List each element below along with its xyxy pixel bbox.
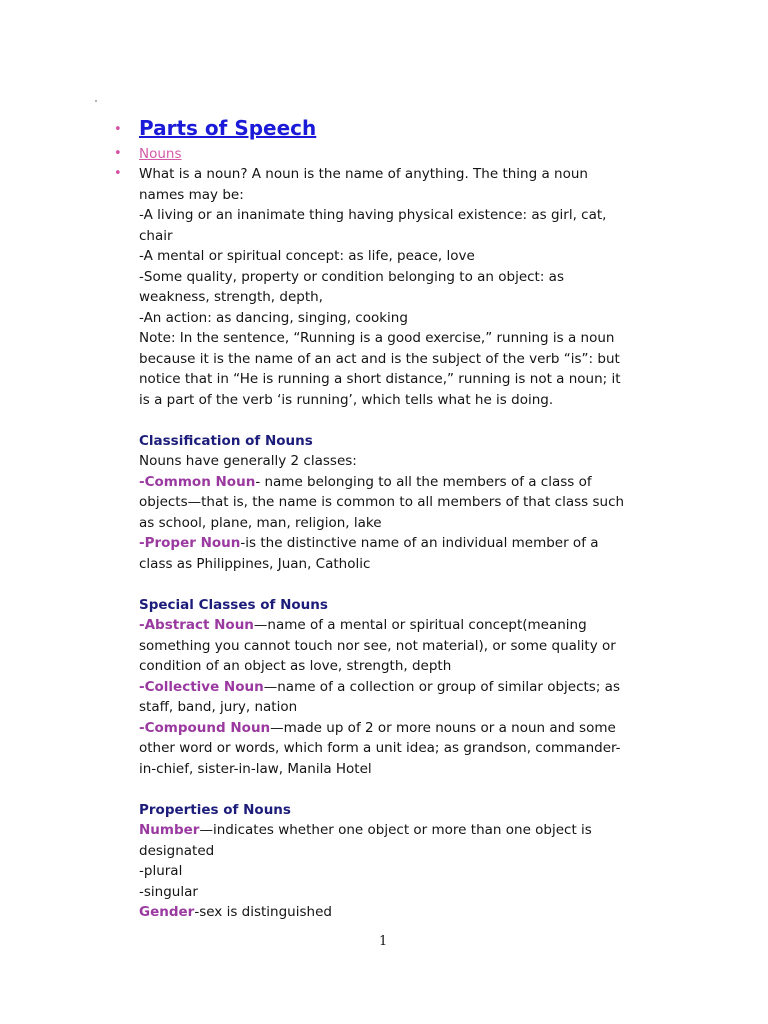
body-line: -A mental or spiritual concept: as life, peace, love: [139, 248, 475, 264]
classification-section: [139, 431, 679, 575]
term-common-noun: -Common Noun: [139, 473, 256, 490]
paragraph-gap: [139, 410, 679, 431]
body-line: -An action: as dancing, singing, cooking: [139, 309, 408, 326]
body-line: What is a noun? A noun is the name of anything. The thing a noun: [139, 166, 588, 182]
body-line: -plural: [139, 863, 183, 879]
definition-text: —name of a mental or spiritual concept(meaning: [253, 617, 587, 633]
body-line: as school, plane, man, religion, lake: [139, 514, 382, 531]
bullet-icon: •: [114, 122, 122, 137]
definition-text: -sex is distinguished: [194, 904, 332, 920]
bullet-icon: •: [114, 166, 122, 181]
definition-line: [139, 472, 679, 493]
body-line: notice that in “He is running a short distance,” running is not a noun; it: [139, 371, 621, 387]
paragraph-gap: [139, 779, 679, 800]
body-line: condition of an object as love, strength, depth: [139, 658, 452, 674]
properties-section: [139, 800, 679, 923]
term-abstract-noun: -Abstract Noun: [139, 617, 254, 633]
definition-line: [139, 902, 679, 923]
definition-line: [139, 820, 679, 841]
body-line: -A living or an inanimate thing having physical existence: as girl, cat,: [139, 207, 607, 223]
body-line: objects—that is, the name is common to all members of that class such: [139, 494, 625, 510]
page-title: Parts of Speech: [139, 116, 317, 140]
definition-line: [139, 718, 679, 739]
body-line: staff, band, jury, nation: [139, 699, 298, 715]
term-gender: Gender: [139, 904, 195, 920]
body-line: is a part of the verb ‘is running’, which tells what he is doing.: [139, 391, 554, 408]
definition-text: —name of a collection or group of similar objects; as: [263, 678, 620, 695]
term-number: Number: [139, 822, 200, 838]
intro-paragraph: [139, 164, 679, 410]
term-proper-noun: -Proper Noun: [139, 535, 241, 551]
body-line: other word or words, which form a unit idea; as grandson, commander-: [139, 740, 621, 756]
body-line: Nouns have generally 2 classes:: [139, 453, 357, 469]
page-number: 1: [379, 934, 388, 949]
section-heading: Properties of Nouns: [139, 801, 291, 818]
body-line: -Some quality, property or condition belonging to an object: as: [139, 268, 564, 285]
body-line: Note: In the sentence, “Running is a good exercise,” running is a noun: [139, 330, 615, 346]
special-classes-section: [139, 595, 679, 780]
section-heading: Special Classes of Nouns: [139, 596, 328, 613]
definition-line: [139, 677, 679, 698]
stray-dot: [95, 100, 97, 102]
body-line: in-chief, sister-in-law, Manila Hotel: [139, 760, 372, 777]
definition-text: —indicates whether one object or more than one object is: [199, 822, 592, 838]
body-line: because it is the name of an act and is the subject of the verb “is”: but: [139, 350, 620, 367]
term-compound-noun: -Compound Noun: [139, 719, 271, 736]
body-line: chair: [139, 227, 173, 244]
definition-line: [139, 615, 679, 636]
bullet-icon: •: [114, 146, 122, 161]
definition-text: —made up of 2 or more nouns or a noun and some: [270, 719, 616, 736]
body-line: something you cannot touch nor see, not material), or some quality or: [139, 637, 616, 654]
term-collective-noun: -Collective Noun: [139, 678, 264, 695]
paragraph-gap: [139, 574, 679, 595]
body-line: names may be:: [139, 186, 244, 203]
section-heading: Classification of Nouns: [139, 432, 313, 449]
body-line: class as Philippines, Juan, Catholic: [139, 555, 371, 572]
nouns-link[interactable]: Nouns: [139, 146, 182, 162]
definition-line: [139, 533, 679, 554]
definition-text: - name belonging to all the members of a class of: [255, 473, 592, 490]
document-body: [139, 164, 679, 923]
body-line: weakness, strength, depth,: [139, 289, 323, 305]
body-line: -singular: [139, 883, 198, 900]
body-line: designated: [139, 842, 215, 859]
definition-text: -is the distinctive name of an individual member of a: [240, 535, 599, 551]
